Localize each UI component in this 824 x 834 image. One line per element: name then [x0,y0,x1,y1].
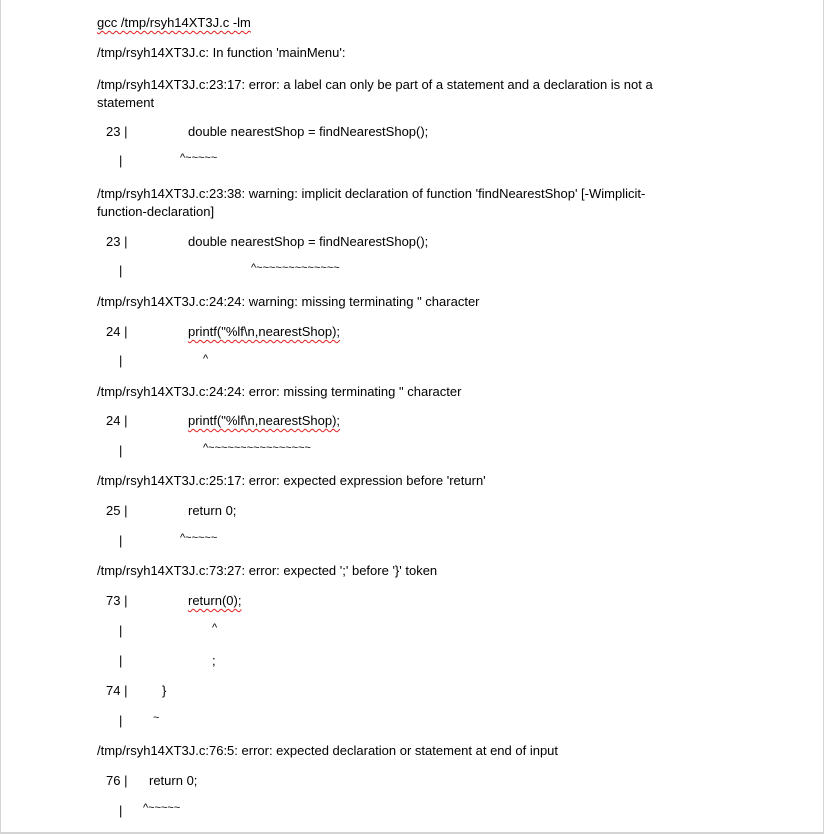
source-line: printf("%lf\n,nearestShop); [188,324,341,339]
gutter-bar: | [119,533,123,548]
error-message: /tmp/rsyh14XT3J.c:73:27: error: expected ';' before '}' token [97,563,438,578]
source-line: return 0; [149,773,198,788]
warning-message: /tmp/rsyh14XT3J.c:24:24: warning: missing terminating " character [97,294,480,309]
caret-marker: ^~~~~~~~~~~~~~~~~ [203,442,311,454]
gutter-bar: | [119,803,123,818]
error-message: /tmp/rsyh14XT3J.c:25:17: error: expected expression before 'return' [97,473,486,488]
command-text: gcc /tmp/rsyh14XT3J.c -lm [97,15,251,30]
gutter-bar: | [119,713,123,728]
source-line: double nearestShop = findNearestShop(); [188,124,429,139]
error-message: /tmp/rsyh14XT3J.c:23:17: error: a label can only be part of a statement and a declaration is not a statement [97,77,653,110]
gutter-bar: | [119,623,123,638]
line-number: 73 | [106,593,128,608]
source-line: printf("%lf\n,nearestShop); [188,413,341,428]
error-message: /tmp/rsyh14XT3J.c:76:5: error: expected declaration or statement at end of input [97,743,559,758]
source-line: double nearestShop = findNearestShop(); [188,234,429,249]
caret-marker: ^ [212,622,218,634]
fix-hint: ; [212,653,216,668]
line-number: 23 | [106,234,128,249]
command-line [97,15,251,31]
line-number: 24 | [106,324,128,339]
error-message: /tmp/rsyh14XT3J.c:24:24: error: missing terminating " character [97,384,462,399]
caret-marker: ^~~~~~ [180,532,218,544]
caret-marker: ^~~~~~ [180,152,218,164]
gutter-bar: | [119,263,123,278]
line-number: 74 | [106,683,128,698]
gutter-bar: | [119,153,123,168]
gutter-bar: | [119,653,123,668]
source-line: } [162,683,167,698]
line-number: 23 | [106,124,128,139]
caret-marker: ^~~~~~ [143,802,181,814]
warning-message: /tmp/rsyh14XT3J.c:23:38: warning: implicit declaration of function 'findNearestShop' [-Wimplicit-function-declaration] [97,186,646,219]
line-number: 24 | [106,413,128,428]
line-number: 76 | [106,773,128,788]
caret-marker: ^~~~~~~~~~~~~~ [251,262,340,274]
page-border [0,0,1,834]
source-line: return(0); [188,593,242,608]
caret-marker: ~ [153,712,160,724]
line-number: 25 | [106,503,128,518]
error-message: /tmp/rsyh14XT3J.c: In function 'mainMenu': [97,45,346,60]
caret-marker: ^ [203,353,209,365]
source-line: return 0; [188,503,237,518]
gutter-bar: | [119,443,123,458]
gutter-bar: | [119,353,123,368]
